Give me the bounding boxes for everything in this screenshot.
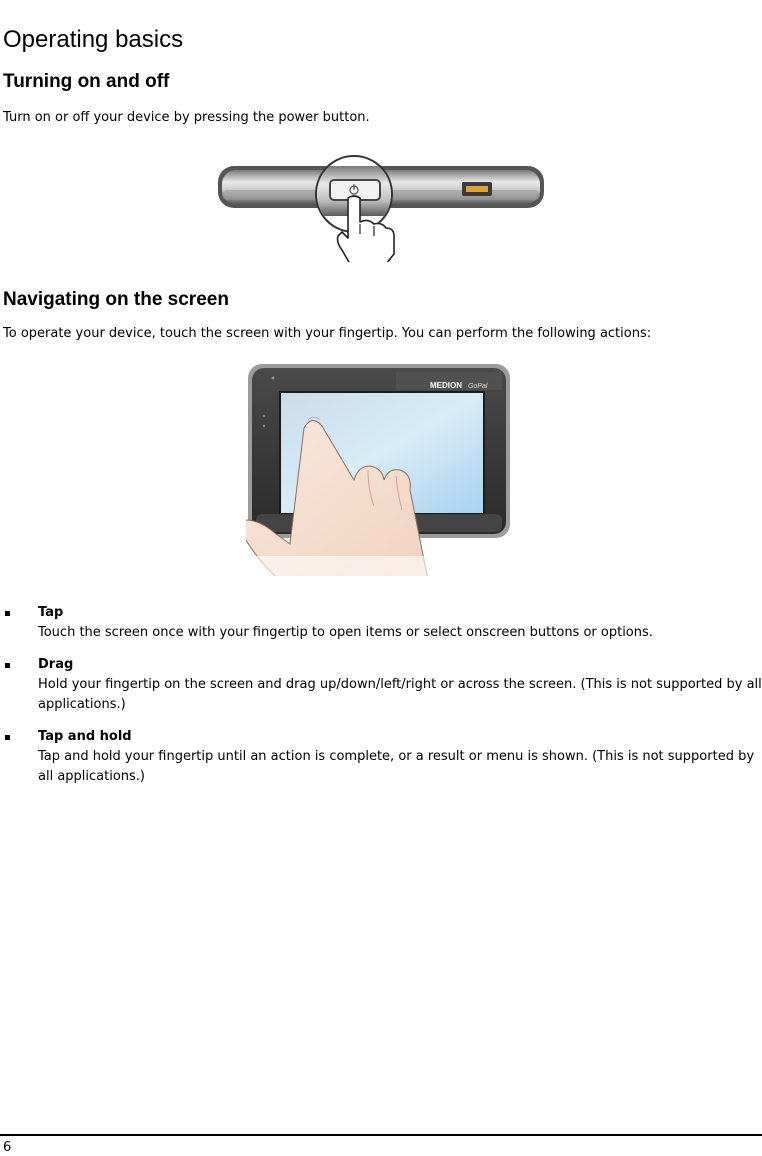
action-description: Hold your fingertip on the screen and drag up/down/left/right or across the screen. (This is not supported by all applications.) [38,677,762,712]
section-text-navigating: To operate your device, touch the screen with your fingertip. You can perform the following actions: [3,326,652,341]
page-number: 6 [3,1140,12,1155]
bullet-icon [5,663,10,668]
bullet-icon [5,735,10,740]
action-description: Tap and hold your fingertip until an action is complete, or a result or menu is shown. (This is not supported by all applications.) [38,749,755,784]
action-description: Touch the screen once with your fingertip to open items or select onscreen buttons or options. [38,625,653,640]
power-button-illustration [214,146,548,262]
touchscreen-device-illustration [246,360,512,576]
device-brand-label: MEDION [430,381,462,390]
section-heading-turning-on-off: Turning on and off [3,71,170,92]
page-title: Operating basics [3,26,184,53]
list-item-tap-and-hold [0,727,762,787]
action-term: Tap and hold [38,729,132,744]
list-item-drag [0,655,762,715]
device-model-label: GoPal [468,383,488,390]
section-text-power: Turn on or off your device by pressing the power button. [3,110,370,125]
footer-divider [0,1134,762,1136]
actions-list [0,603,762,799]
list-item-tap [0,603,762,643]
action-term: Drag [38,657,74,672]
bullet-icon [5,611,10,616]
action-term: Tap [38,605,64,620]
section-heading-navigating: Navigating on the screen [3,289,229,310]
